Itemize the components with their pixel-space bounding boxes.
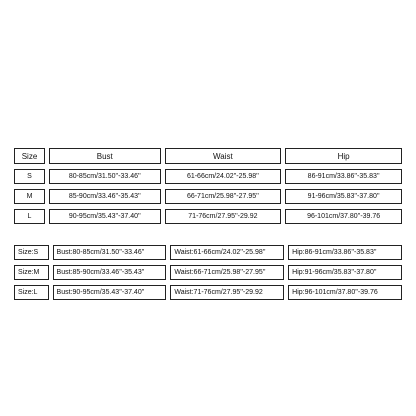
hip-cell: Hip:86-91cm/33.86''-35.83'' [288, 245, 402, 260]
table-row [14, 189, 402, 204]
table-row [14, 265, 402, 280]
bust-cell: Bust:80-85cm/31.50''-33.46'' [53, 245, 167, 260]
bust-cell: Bust:85-90cm/33.46''-35.43'' [53, 265, 167, 280]
table-row [14, 209, 402, 224]
size-cell: L [14, 209, 45, 224]
size-detail-table [10, 240, 406, 305]
header-size: Size [14, 148, 45, 164]
table-row [14, 169, 402, 184]
waist-cell: Waist:66-71cm/25.98''-27.95'' [170, 265, 284, 280]
bust-cell: Bust:90-95cm/35.43''-37.40'' [53, 285, 167, 300]
header-bust: Bust [49, 148, 161, 164]
table-row [14, 285, 402, 300]
waist-cell: 61-66cm/24.02''-25.98'' [165, 169, 282, 184]
header-waist: Waist [165, 148, 282, 164]
waist-cell: Waist:71-76cm/27.95''-29.92 [170, 285, 284, 300]
size-cell: Size:S [14, 245, 49, 260]
bust-cell: 90-95cm/35.43''-37.40'' [49, 209, 161, 224]
size-cell: Size:M [14, 265, 49, 280]
hip-cell: Hip:91-96cm/35.83''-37.80'' [288, 265, 402, 280]
waist-cell: 71-76cm/27.95''-29.92 [165, 209, 282, 224]
hip-cell: 96-101cm/37.80''-39.76 [285, 209, 402, 224]
hip-cell: Hip:96-101cm/37.80''-39.76 [288, 285, 402, 300]
size-cell: Size:L [14, 285, 49, 300]
table-header-row [14, 148, 402, 164]
bust-cell: 80-85cm/31.50''-33.46'' [49, 169, 161, 184]
table-row [14, 245, 402, 260]
hip-cell: 86-91cm/33.86''-35.83'' [285, 169, 402, 184]
waist-cell: Waist:61-66cm/24.02''-25.98'' [170, 245, 284, 260]
size-chart-table [10, 143, 406, 229]
bust-cell: 85-90cm/33.46''-35.43'' [49, 189, 161, 204]
header-hip: Hip [285, 148, 402, 164]
size-cell: S [14, 169, 45, 184]
waist-cell: 66-71cm/25.98''-27.95'' [165, 189, 282, 204]
hip-cell: 91-96cm/35.83''-37.80'' [285, 189, 402, 204]
size-cell: M [14, 189, 45, 204]
